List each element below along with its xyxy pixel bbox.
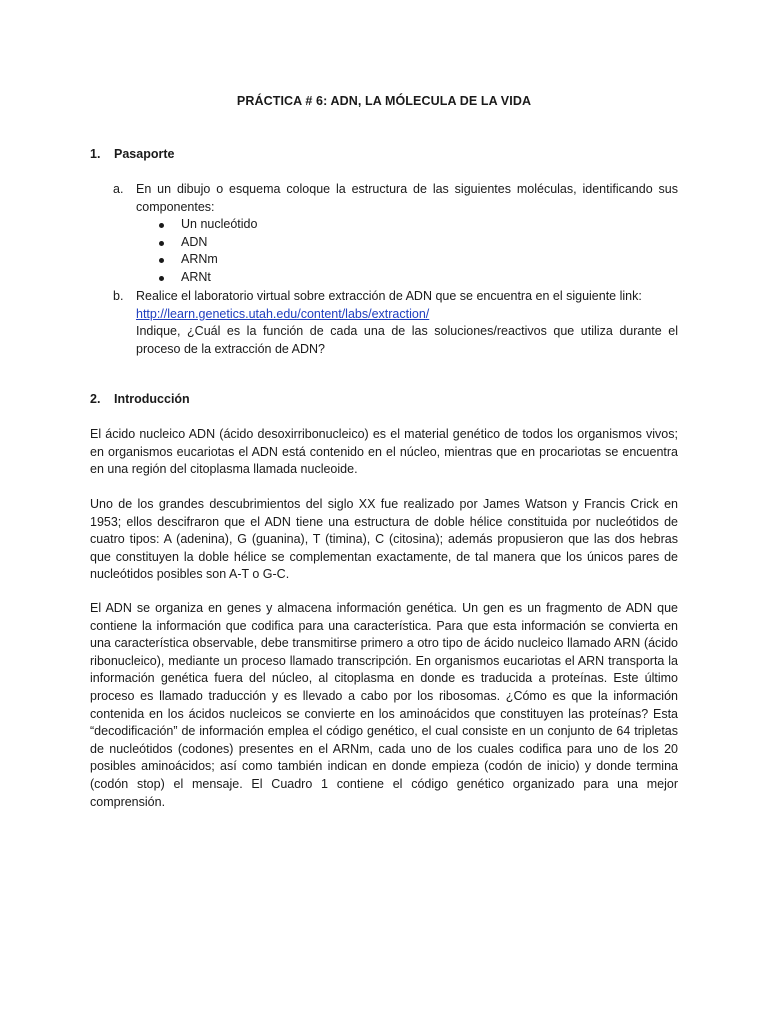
bullet-item: ARNt xyxy=(157,269,257,287)
bullet-item: ARNm xyxy=(157,251,257,269)
intro-paragraph-2: Uno de los grandes descubrimientos del siglo XX fue realizado por James Watson y Francis Crick en 1953; ellos descifraron que el ADN tiene una estructura de doble hélice constituida por nucleótidos de cuatro tipos: A (adenina), G (guanina), T (timina), C (citosina); además propusieron que las dos hebras que constituyen la doble hélice se complementan exactamente, de tal manera que los únicos pares de nucleótidos posibles son A-T o G-C. xyxy=(90,497,678,582)
bullet-icon xyxy=(159,258,164,263)
list-item-a xyxy=(113,181,678,216)
item-b-question: Indique, ¿Cuál es la función de cada una de las soluciones/reactivos que utiliza durante el proceso de la extracción de ADN? xyxy=(136,324,678,356)
section-number: 1. xyxy=(90,147,101,161)
extraction-lab-link[interactable]: http://learn.genetics.utah.edu/content/labs/extraction/ xyxy=(136,306,430,321)
item-a-text: En un dibujo o esquema coloque la estructura de las siguientes moléculas, identificando sus componentes: xyxy=(136,182,678,214)
molecule-bullet-list xyxy=(157,216,257,286)
bullet-icon xyxy=(159,223,164,228)
bullet-icon xyxy=(159,241,164,246)
section-title: Introducción xyxy=(114,392,190,406)
intro-paragraph-1: El ácido nucleico ADN (ácido desoxirribonucleico) es el material genético de todos los organismos vivos; en organismos eucariotas el ADN está contenido en el núcleo, mientras que en procariotas se encuentra en una región del citoplasma llamada nucleoide. xyxy=(90,427,678,477)
bullet-item: ADN xyxy=(157,234,257,252)
item-marker: b. xyxy=(113,289,124,303)
section-title: Pasaporte xyxy=(114,147,175,161)
intro-paragraph-3: El ADN se organiza en genes y almacena información genética. Un gen es un fragmento de ADN que contiene la información que codifica para una característica. Para que esta información se convierta en una característica observable, debe transmitirse primero a otro tipo de ácido nucleico llamado ARN (ácido ribonucleico), mediante un proceso llamado transcripción. En organismos eucariotas el ARN transporta la información genética fuera del núcleo, al citoplasma en donde es traducida a proteínas. Este último proceso es llamado traducción y es llevado a cabo por los ribosomas. ¿Cómo es que la información contenida en los ácidos nucleicos se convierte en los aminoácidos que constituyen las proteínas? Esta “decodificación” de información emplea el código genético, el cual consiste en un conjunto de 64 tripletas de nucleótidos (codones) presentes en el ARNm, cada uno de los cuales codifica para uno de los 20 posibles aminoácidos; así como también indican en donde empieza (codón de inicio) y donde termina (codón stop) el mensaje. El Cuadro 1 contiene el código genético organizado para una mejor comprensión. xyxy=(90,601,678,809)
list-item-b xyxy=(113,288,678,358)
item-b-text: Realice el laboratorio virtual sobre extracción de ADN que se encuentra en el siguiente link: xyxy=(136,289,642,303)
bullet-icon xyxy=(159,276,164,281)
section-number: 2. xyxy=(90,392,101,406)
section-heading-pasaporte xyxy=(90,146,174,164)
item-marker: a. xyxy=(113,182,124,196)
page-title: PRÁCTICA # 6: ADN, LA MÓLECULA DE LA VIDA xyxy=(236,94,532,108)
bullet-item: Un nucleótido xyxy=(157,216,257,234)
section-heading-introduccion xyxy=(90,391,190,409)
